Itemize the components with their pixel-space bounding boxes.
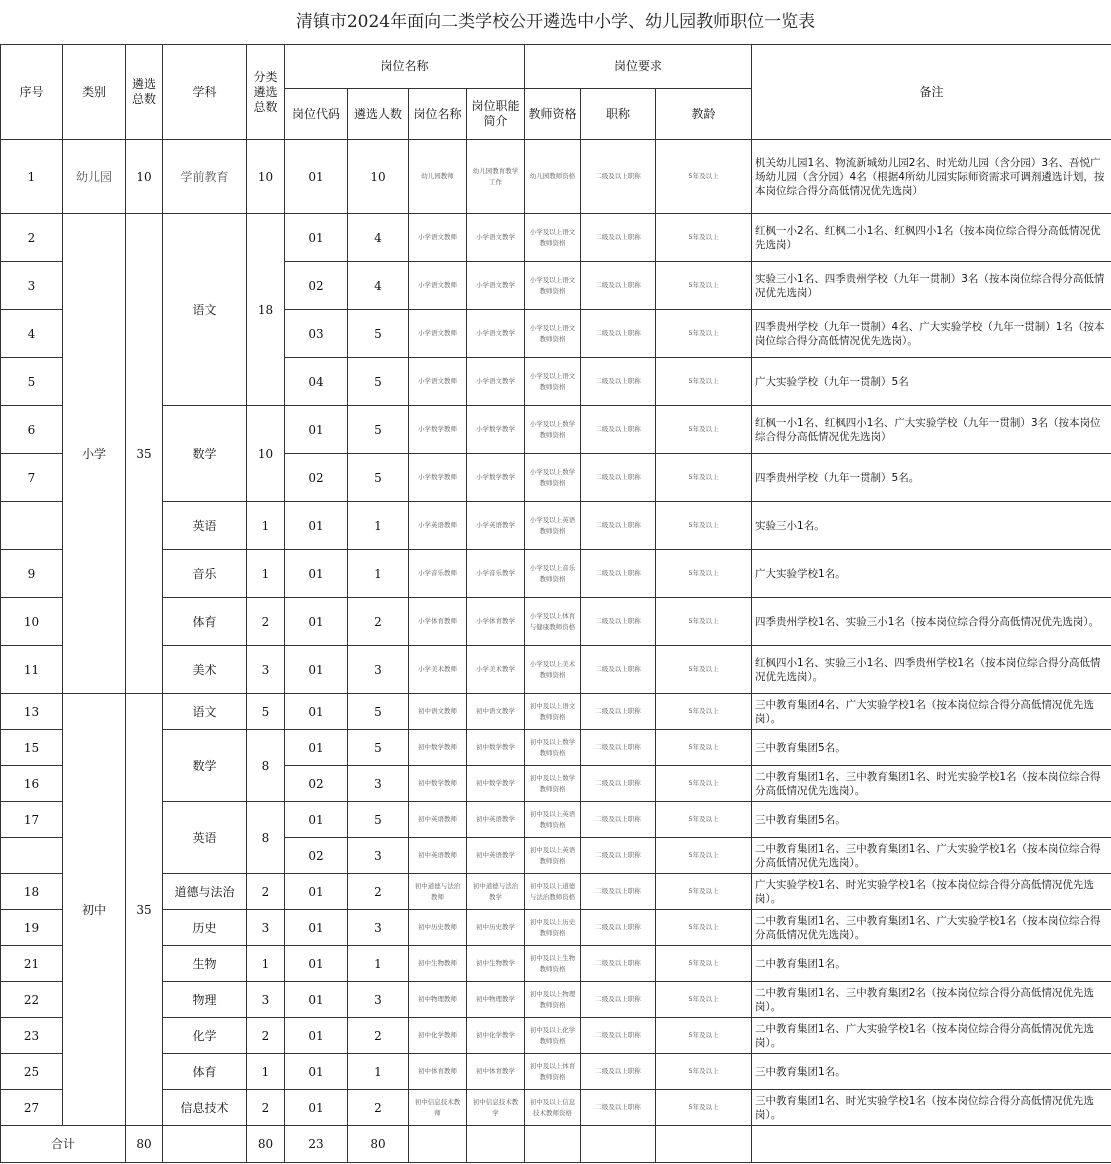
years-requirement: 5年及以上	[656, 598, 752, 646]
subject-name: 音乐	[163, 550, 247, 598]
years-requirement: 5年及以上	[656, 646, 752, 694]
empty-cell	[525, 1126, 581, 1163]
teacher-certificate: 幼儿园教师资格	[525, 140, 581, 214]
years-requirement: 5年及以上	[656, 1054, 752, 1090]
subject-total: 2	[247, 1018, 285, 1054]
post-code: 02	[285, 766, 348, 802]
title-requirement: 二级及以上职称	[581, 910, 656, 946]
post-count: 3	[348, 982, 409, 1018]
remark: 三中教育集团5名。	[752, 730, 1111, 766]
header-subject: 学科	[163, 45, 247, 140]
table-row	[1, 802, 1111, 838]
row-seq: 5	[1, 358, 63, 406]
category-name: 初中	[63, 694, 126, 1126]
row-seq: 18	[1, 874, 63, 910]
years-requirement: 5年及以上	[656, 730, 752, 766]
remark: 红枫一小1名、红枫四小1名、广大实验学校（九年一贯制）3名（按本岗位综合得分高低情况优先选岗）	[752, 406, 1111, 454]
teacher-certificate: 小学及以上体育与健康教师资格	[525, 598, 581, 646]
post-duty: 初中生物教学	[467, 946, 525, 982]
post-name: 初中英语教师	[409, 802, 467, 838]
teacher-certificate: 小学及以上数学教师资格	[525, 454, 581, 502]
title-requirement: 二级及以上职称	[581, 358, 656, 406]
row-seq: 23	[1, 1018, 63, 1054]
post-count: 1	[348, 502, 409, 550]
post-duty: 小学语文教学	[467, 262, 525, 310]
row-seq	[1, 838, 63, 874]
remark: 四季贵州学校1名、实验三小1名（按本岗位综合得分高低情况优先选岗）。	[752, 598, 1111, 646]
post-duty: 初中数学教学	[467, 766, 525, 802]
row-seq: 22	[1, 982, 63, 1018]
subject-name: 数学	[163, 406, 247, 502]
remark: 二中教育集团1名。	[752, 946, 1111, 982]
title-requirement: 二级及以上职称	[581, 946, 656, 982]
row-seq: 13	[1, 694, 63, 730]
remark: 实验三小1名。	[752, 502, 1111, 550]
post-count: 3	[348, 838, 409, 874]
post-count: 1	[348, 550, 409, 598]
remark: 机关幼儿园1名、物流新城幼儿园2名、时光幼儿园（含分园）3名、吾悦广场幼儿园（含分园）4名（根据4所幼儿园实际师资需求可调剂遴选计划，按本岗位综合得分高低情况优先选岗）	[752, 140, 1111, 214]
subject-total: 1	[247, 550, 285, 598]
post-name: 初中历史教师	[409, 910, 467, 946]
table-row	[1, 406, 1111, 454]
teacher-certificate: 初中及以上英语教师资格	[525, 838, 581, 874]
table-row	[1, 140, 1111, 214]
row-seq: 1	[1, 140, 63, 214]
teacher-certificate: 小学及以上英语教师资格	[525, 502, 581, 550]
teacher-certificate: 小学及以上语文教师资格	[525, 214, 581, 262]
subject-total: 5	[247, 694, 285, 730]
post-code: 01	[285, 1018, 348, 1054]
table-row	[1, 874, 1111, 910]
years-requirement: 5年及以上	[656, 358, 752, 406]
years-requirement: 5年及以上	[656, 454, 752, 502]
header-subject-total: 分类遴选总数	[247, 45, 285, 140]
post-duty: 小学数学教学	[467, 454, 525, 502]
title-requirement: 二级及以上职称	[581, 1018, 656, 1054]
title-requirement: 二级及以上职称	[581, 140, 656, 214]
remark: 实验三小1名、四季贵州学校（九年一贯制）3名（按本岗位综合得分高低情况优先选岗）	[752, 262, 1111, 310]
row-seq: 17	[1, 802, 63, 838]
header-seq: 序号	[1, 45, 63, 140]
subject-name: 英语	[163, 502, 247, 550]
table-row	[1, 946, 1111, 982]
years-requirement: 5年及以上	[656, 1090, 752, 1126]
post-duty: 初中历史教学	[467, 910, 525, 946]
empty-cell	[163, 1126, 247, 1163]
post-code: 04	[285, 358, 348, 406]
row-seq: 7	[1, 454, 63, 502]
remark: 广大实验学校1名、时光实验学校1名（按本岗位综合得分高低情况优先选岗）。	[752, 874, 1111, 910]
subject-name: 语文	[163, 694, 247, 730]
post-duty: 小学音乐教学	[467, 550, 525, 598]
subject-name: 历史	[163, 910, 247, 946]
post-count: 2	[348, 874, 409, 910]
remark: 三中教育集团4名、广大实验学校1名（按本岗位综合得分高低情况优先选岗）。	[752, 694, 1111, 730]
subject-name: 语文	[163, 214, 247, 406]
post-duty: 小学语文教学	[467, 310, 525, 358]
remark: 二中教育集团1名、三中教育集团1名、广大实验学校1名（按本岗位综合得分高低情况优先选岗）。	[752, 910, 1111, 946]
post-count: 1	[348, 1054, 409, 1090]
subject-total: 8	[247, 730, 285, 802]
teacher-certificate: 初中及以上化学教师资格	[525, 1018, 581, 1054]
post-code: 01	[285, 946, 348, 982]
header-years: 教龄	[656, 89, 752, 140]
teacher-certificate: 初中及以上历史教师资格	[525, 910, 581, 946]
post-count: 10	[348, 140, 409, 214]
post-duty: 初中道德与法治教学	[467, 874, 525, 910]
teacher-certificate: 初中及以上语文教师资格	[525, 694, 581, 730]
post-duty: 初中英语教学	[467, 802, 525, 838]
category-name: 幼儿园	[63, 140, 126, 214]
post-name: 小学英语教师	[409, 502, 467, 550]
table-row	[1, 910, 1111, 946]
header-post-name: 岗位名称	[409, 89, 467, 140]
teacher-certificate: 初中及以上信息技术教师资格	[525, 1090, 581, 1126]
teacher-certificate: 小学及以上音乐教师资格	[525, 550, 581, 598]
teacher-certificate: 小学及以上语文教师资格	[525, 358, 581, 406]
years-requirement: 5年及以上	[656, 802, 752, 838]
empty-cell	[656, 1126, 752, 1163]
subject-total: 1	[247, 1054, 285, 1090]
subject-name: 生物	[163, 946, 247, 982]
subject-name: 信息技术	[163, 1090, 247, 1126]
post-name: 初中化学教师	[409, 1018, 467, 1054]
post-name: 初中生物教师	[409, 946, 467, 982]
row-seq	[1, 502, 63, 550]
table-row	[1, 1018, 1111, 1054]
years-requirement: 5年及以上	[656, 262, 752, 310]
title-requirement: 二级及以上职称	[581, 598, 656, 646]
subject-total: 1	[247, 946, 285, 982]
remark: 四季贵州学校（九年一贯制）4名、广大实验学校（九年一贯制）1名（按本岗位综合得分高低情况优先选岗）。	[752, 310, 1111, 358]
title-requirement: 二级及以上职称	[581, 874, 656, 910]
post-duty: 小学数学教学	[467, 406, 525, 454]
post-count: 2	[348, 1090, 409, 1126]
post-duty: 初中化学教学	[467, 1018, 525, 1054]
post-duty: 初中英语教学	[467, 838, 525, 874]
teacher-certificate: 初中及以上生物教师资格	[525, 946, 581, 982]
post-count: 5	[348, 730, 409, 766]
post-count: 5	[348, 694, 409, 730]
row-seq: 16	[1, 766, 63, 802]
post-duty: 小学语文教学	[467, 358, 525, 406]
years-requirement: 5年及以上	[656, 406, 752, 454]
post-code: 01	[285, 598, 348, 646]
row-seq: 21	[1, 946, 63, 982]
post-code: 01	[285, 1054, 348, 1090]
post-count: 5	[348, 802, 409, 838]
subject-name: 数学	[163, 730, 247, 802]
post-code: 02	[285, 262, 348, 310]
post-count: 2	[348, 1018, 409, 1054]
header-certificate: 教师资格	[525, 89, 581, 140]
subject-name: 化学	[163, 1018, 247, 1054]
totals-subject-total: 80	[247, 1126, 285, 1163]
row-seq: 19	[1, 910, 63, 946]
post-name: 初中道德与法治教师	[409, 874, 467, 910]
post-count: 5	[348, 310, 409, 358]
remark: 三中教育集团5名。	[752, 802, 1111, 838]
row-seq: 6	[1, 406, 63, 454]
years-requirement: 5年及以上	[656, 766, 752, 802]
row-seq: 27	[1, 1090, 63, 1126]
remark: 广大实验学校（九年一贯制）5名	[752, 358, 1111, 406]
post-duty: 初中语文教学	[467, 694, 525, 730]
subject-name: 体育	[163, 1054, 247, 1090]
subject-total: 1	[247, 502, 285, 550]
header-requirement-group: 岗位要求	[525, 45, 752, 89]
table-row	[1, 598, 1111, 646]
post-count: 5	[348, 454, 409, 502]
post-name: 小学体育教师	[409, 598, 467, 646]
table-row	[1, 214, 1111, 262]
post-duty: 初中信息技术教学	[467, 1090, 525, 1126]
post-duty: 初中体育教学	[467, 1054, 525, 1090]
subject-total: 3	[247, 646, 285, 694]
empty-cell	[467, 1126, 525, 1163]
title-requirement: 二级及以上职称	[581, 310, 656, 358]
post-count: 3	[348, 766, 409, 802]
totals-label: 合计	[1, 1126, 126, 1163]
header-post-group: 岗位名称	[285, 45, 525, 89]
years-requirement: 5年及以上	[656, 140, 752, 214]
row-seq: 11	[1, 646, 63, 694]
post-code: 02	[285, 454, 348, 502]
subject-total: 10	[247, 140, 285, 214]
totals-codes: 23	[285, 1126, 348, 1163]
subject-total: 3	[247, 910, 285, 946]
post-code: 01	[285, 1090, 348, 1126]
empty-cell	[581, 1126, 656, 1163]
header-category-total: 遴选总数	[126, 45, 163, 140]
subject-total: 2	[247, 1090, 285, 1126]
table-row	[1, 550, 1111, 598]
remark: 四季贵州学校（九年一贯制）5名。	[752, 454, 1111, 502]
subject-name: 美术	[163, 646, 247, 694]
post-name: 小学语文教师	[409, 214, 467, 262]
category-total: 10	[126, 140, 163, 214]
row-seq: 4	[1, 310, 63, 358]
post-name: 小学语文教师	[409, 310, 467, 358]
table-row	[1, 1090, 1111, 1126]
post-code: 01	[285, 140, 348, 214]
remark: 二中教育集团1名、三中教育集团1名、时光实验学校1名（按本岗位综合得分高低情况优先选岗）。	[752, 766, 1111, 802]
teacher-certificate: 初中及以上英语教师资格	[525, 802, 581, 838]
post-name: 小学音乐教师	[409, 550, 467, 598]
teacher-certificate: 初中及以上数学教师资格	[525, 766, 581, 802]
title-requirement: 二级及以上职称	[581, 406, 656, 454]
title-requirement: 二级及以上职称	[581, 802, 656, 838]
teacher-certificate: 小学及以上语文教师资格	[525, 310, 581, 358]
row-seq: 3	[1, 262, 63, 310]
row-seq: 2	[1, 214, 63, 262]
post-name: 小学数学教师	[409, 454, 467, 502]
post-duty: 小学美术教学	[467, 646, 525, 694]
post-name: 初中信息技术教师	[409, 1090, 467, 1126]
category-name: 小学	[63, 214, 126, 694]
row-seq: 25	[1, 1054, 63, 1090]
totals-count: 80	[348, 1126, 409, 1163]
title-requirement: 二级及以上职称	[581, 646, 656, 694]
title-requirement: 二级及以上职称	[581, 766, 656, 802]
post-count: 3	[348, 646, 409, 694]
post-duty: 小学英语教学	[467, 502, 525, 550]
positions-table	[0, 44, 1111, 1163]
remark: 三中教育集团1名、时光实验学校1名（按本岗位综合得分高低情况优先选岗）。	[752, 1090, 1111, 1126]
years-requirement: 5年及以上	[656, 1018, 752, 1054]
post-code: 01	[285, 646, 348, 694]
post-name: 初中数学教师	[409, 766, 467, 802]
post-count: 1	[348, 946, 409, 982]
table-row	[1, 982, 1111, 1018]
table-row	[1, 730, 1111, 766]
subject-name: 学前教育	[163, 140, 247, 214]
post-code: 01	[285, 802, 348, 838]
remark: 二中教育集团1名、三中教育集团1名、广大实验学校1名（按本岗位综合得分高低情况优先选岗）。	[752, 838, 1111, 874]
post-count: 2	[348, 598, 409, 646]
post-name: 初中体育教师	[409, 1054, 467, 1090]
years-requirement: 5年及以上	[656, 310, 752, 358]
post-count: 4	[348, 214, 409, 262]
remark: 三中教育集团1名。	[752, 1054, 1111, 1090]
table-row	[1, 502, 1111, 550]
category-total: 35	[126, 694, 163, 1126]
title-requirement: 二级及以上职称	[581, 454, 656, 502]
header-count: 遴选人数	[348, 89, 409, 140]
remark: 广大实验学校1名。	[752, 550, 1111, 598]
empty-cell	[409, 1126, 467, 1163]
teacher-certificate: 小学及以上数学教师资格	[525, 406, 581, 454]
post-code: 02	[285, 838, 348, 874]
header-category: 类别	[63, 45, 126, 140]
years-requirement: 5年及以上	[656, 946, 752, 982]
row-seq: 15	[1, 730, 63, 766]
subject-total: 18	[247, 214, 285, 406]
table-row	[1, 694, 1111, 730]
years-requirement: 5年及以上	[656, 694, 752, 730]
row-seq: 9	[1, 550, 63, 598]
subject-total: 10	[247, 406, 285, 502]
post-name: 幼儿园教师	[409, 140, 467, 214]
post-name: 小学语文教师	[409, 262, 467, 310]
post-duty: 小学体育教学	[467, 598, 525, 646]
post-code: 01	[285, 874, 348, 910]
empty-cell	[752, 1126, 1111, 1163]
header-post-code: 岗位代码	[285, 89, 348, 140]
title-requirement: 二级及以上职称	[581, 838, 656, 874]
totals-category-total: 80	[126, 1126, 163, 1163]
title-requirement: 二级及以上职称	[581, 1054, 656, 1090]
teacher-certificate: 小学及以上语文教师资格	[525, 262, 581, 310]
post-count: 4	[348, 262, 409, 310]
subject-name: 英语	[163, 802, 247, 874]
teacher-certificate: 小学及以上美术教师资格	[525, 646, 581, 694]
title-requirement: 二级及以上职称	[581, 694, 656, 730]
title-requirement: 二级及以上职称	[581, 214, 656, 262]
teacher-certificate: 初中及以上物理教师资格	[525, 982, 581, 1018]
title-requirement: 二级及以上职称	[581, 1090, 656, 1126]
post-duty: 幼儿园教育教学工作	[467, 140, 525, 214]
teacher-certificate: 初中及以上道德与法治教师资格	[525, 874, 581, 910]
subject-name: 物理	[163, 982, 247, 1018]
post-code: 01	[285, 730, 348, 766]
post-name: 小学语文教师	[409, 358, 467, 406]
teacher-certificate: 初中及以上数学教师资格	[525, 730, 581, 766]
post-name: 初中数学教师	[409, 730, 467, 766]
header-title-req: 职称	[581, 89, 656, 140]
remark: 二中教育集团1名、广大实验学校1名（按本岗位综合得分高低情况优先选岗）。	[752, 1018, 1111, 1054]
post-name: 初中英语教师	[409, 838, 467, 874]
post-code: 01	[285, 550, 348, 598]
years-requirement: 5年及以上	[656, 550, 752, 598]
subject-total: 2	[247, 598, 285, 646]
years-requirement: 5年及以上	[656, 982, 752, 1018]
years-requirement: 5年及以上	[656, 502, 752, 550]
post-code: 01	[285, 214, 348, 262]
title-requirement: 二级及以上职称	[581, 982, 656, 1018]
subject-total: 3	[247, 982, 285, 1018]
row-seq: 10	[1, 598, 63, 646]
document-title: 清镇市2024年面向二类学校公开遴选中小学、幼儿园教师职位一览表	[295, 12, 816, 32]
post-duty: 初中数学教学	[467, 730, 525, 766]
title-requirement: 二级及以上职称	[581, 502, 656, 550]
table-row	[1, 1054, 1111, 1090]
subject-total: 2	[247, 874, 285, 910]
post-duty: 初中物理教学	[467, 982, 525, 1018]
post-count: 5	[348, 358, 409, 406]
table-row	[1, 646, 1111, 694]
subject-name: 体育	[163, 598, 247, 646]
post-code: 01	[285, 502, 348, 550]
post-code: 03	[285, 310, 348, 358]
post-code: 01	[285, 694, 348, 730]
teacher-certificate: 初中及以上体育教师资格	[525, 1054, 581, 1090]
years-requirement: 5年及以上	[656, 910, 752, 946]
post-name: 初中语文教师	[409, 694, 467, 730]
header-duty: 岗位职能简介	[467, 89, 525, 140]
category-total: 35	[126, 214, 163, 694]
post-name: 初中物理教师	[409, 982, 467, 1018]
post-code: 01	[285, 910, 348, 946]
years-requirement: 5年及以上	[656, 838, 752, 874]
subject-name: 道德与法治	[163, 874, 247, 910]
title-requirement: 二级及以上职称	[581, 730, 656, 766]
subject-total: 8	[247, 802, 285, 874]
remark: 红枫四小1名、实验三小1名、四季贵州学校1名（按本岗位综合得分高低情况优先选岗）。	[752, 646, 1111, 694]
header-remark: 备注	[752, 45, 1111, 140]
totals-row	[1, 1126, 1111, 1163]
post-count: 5	[348, 406, 409, 454]
post-name: 小学美术教师	[409, 646, 467, 694]
remark: 二中教育集团1名、三中教育集团2名（按本岗位综合得分高低情况优先选岗）。	[752, 982, 1111, 1018]
years-requirement: 5年及以上	[656, 874, 752, 910]
title-requirement: 二级及以上职称	[581, 262, 656, 310]
title-requirement: 二级及以上职称	[581, 550, 656, 598]
post-duty: 小学语文教学	[467, 214, 525, 262]
post-name: 小学数学教师	[409, 406, 467, 454]
post-code: 01	[285, 982, 348, 1018]
post-code: 01	[285, 406, 348, 454]
remark: 红枫一小2名、红枫二小1名、红枫四小1名（按本岗位综合得分高低情况优先选岗）	[752, 214, 1111, 262]
header-row	[1, 45, 1111, 89]
years-requirement: 5年及以上	[656, 214, 752, 262]
post-count: 3	[348, 910, 409, 946]
